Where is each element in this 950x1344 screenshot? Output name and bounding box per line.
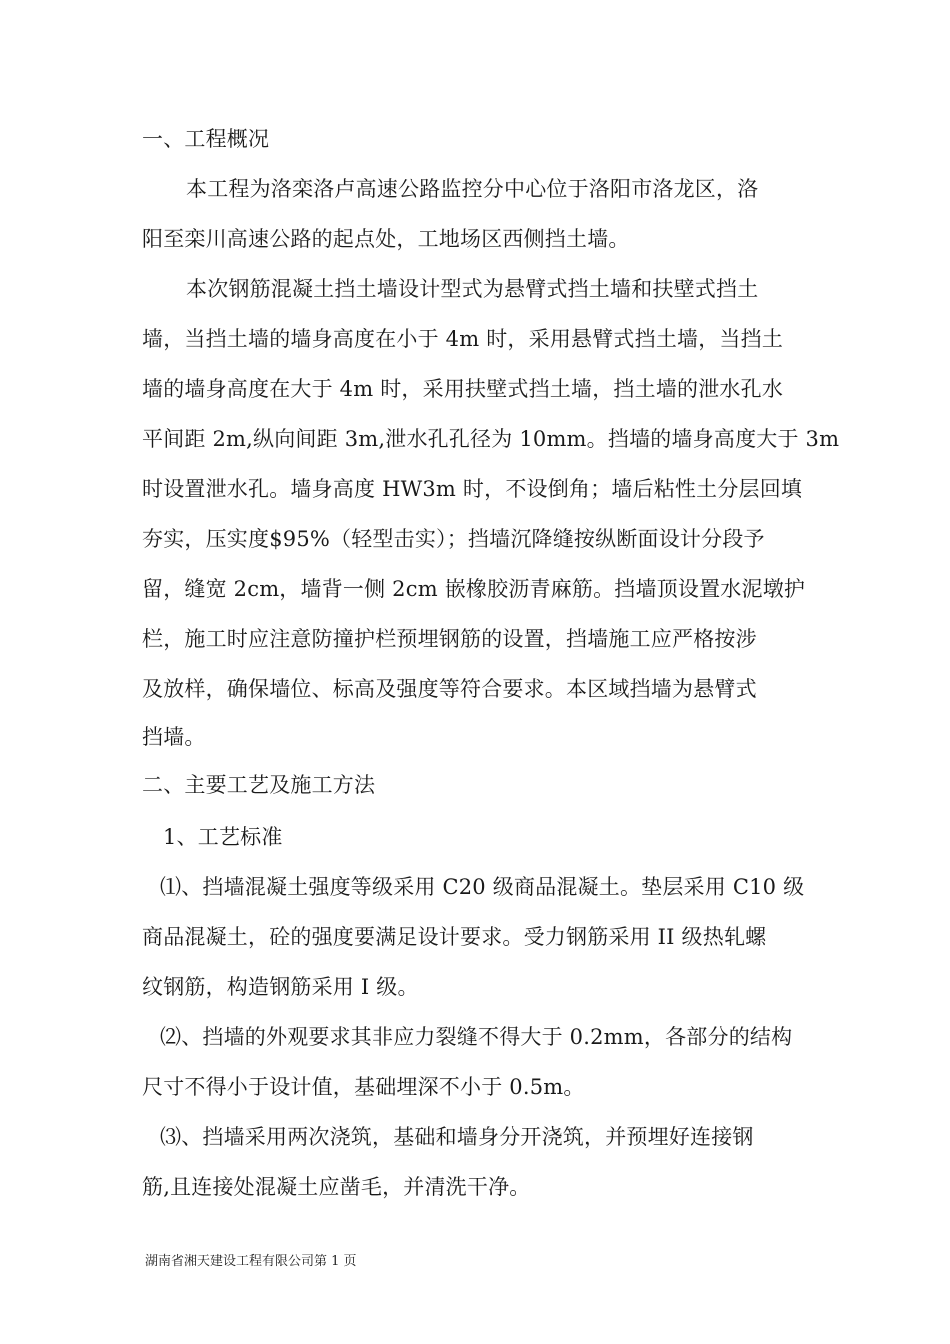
paragraph-line: 本次钢筋混凝土挡土墙设计型式为悬臂式挡土墙和扶壁式挡土 <box>186 277 759 301</box>
paragraph-line: 墙的墙身高度在大于 4m 时，采用扶壁式挡土墙，挡土墙的泄水孔水 <box>142 377 784 401</box>
list-item-line: 尺寸不得小于设计值，基础埋深不小于 0.5m。 <box>142 1075 585 1099</box>
paragraph-line: 本工程为洛栾洛卢高速公路监控分中心位于洛阳市洛龙区，洛 <box>186 177 759 201</box>
list-item-line: ⑵、挡墙的外观要求其非应力裂缝不得大于 0.2mm，各部分的结构 <box>160 1025 793 1049</box>
paragraph-line: 墙，当挡土墙的墙身高度在小于 4m 时，采用悬臂式挡土墙，当挡土 <box>142 327 784 351</box>
paragraph-line: 夯实，压实度$95%（轻型击实）；挡墙沉降缝按纵断面设计分段予 <box>142 527 765 551</box>
list-item-line: ⑶、挡墙采用两次浇筑，基础和墙身分开浇筑，并预埋好连接钢 <box>160 1125 754 1149</box>
paragraph-line: 平间距 2m,纵向间距 3m,泄水孔孔径为 10mm。挡墙的墙身高度大于 3m <box>142 427 840 451</box>
list-item-line: 筋,且连接处混凝土应凿毛，并清洗干净。 <box>142 1175 531 1199</box>
subsection-heading: 1、工艺标准 <box>163 825 283 849</box>
paragraph-line: 挡墙。 <box>142 725 206 749</box>
paragraph-line: 及放样，确保墙位、标高及强度等符合要求。本区域挡墙为悬臂式 <box>142 677 757 701</box>
paragraph-line: 阳至栾川高速公路的起点处，工地场区西侧挡土墙。 <box>142 227 630 251</box>
list-item-line: 纹钢筋，构造钢筋采用 I 级。 <box>142 975 419 999</box>
paragraph-line: 时设置泄水孔。墙身高度 HW3m 时，不设倒角；墙后粘性土分层回填 <box>142 477 803 501</box>
section-heading-overview: 一、工程概况 <box>142 127 270 151</box>
list-item-line: ⑴、挡墙混凝土强度等级采用 C20 级商品混凝土。垫层采用 C10 级 <box>160 875 805 899</box>
section-heading-methods: 二、主要工艺及施工方法 <box>142 773 376 797</box>
list-item-line: 商品混凝土，砼的强度要满足设计要求。受力钢筋采用 II 级热轧螺 <box>142 925 767 949</box>
paragraph-line: 栏，施工时应注意防撞护栏预埋钢筋的设置，挡墙施工应严格按涉 <box>142 627 757 651</box>
paragraph-line: 留，缝宽 2cm，墙背一侧 2cm 嵌橡胶沥青麻筋。挡墙顶设置水泥墩护 <box>142 577 806 601</box>
page-footer: 湖南省湘天建设工程有限公司第 1 页 <box>145 1254 357 1269</box>
